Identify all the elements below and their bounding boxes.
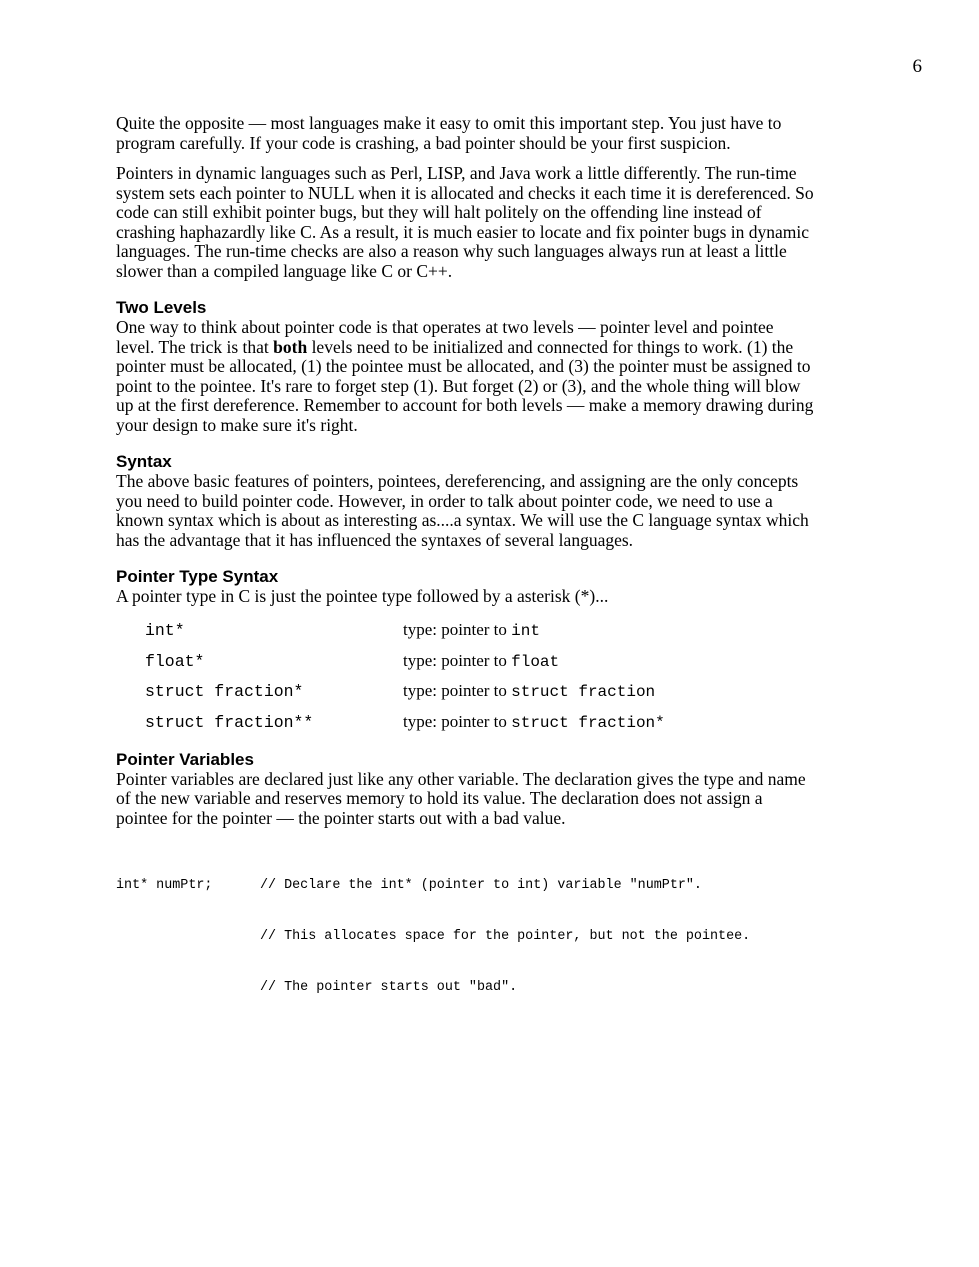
- type-description-prefix: type: pointer to: [403, 681, 512, 700]
- two-levels-text-start: One way to think about pointer code is that operates at two levels — pointer level and pointee level. The trick is that: [116, 317, 774, 357]
- code-declaration: [116, 979, 260, 996]
- paragraph-opposite: Quite the opposite — most languages make it easy to omit this important step. You just have to program carefully. If your code is crashing, a bad pointer should be your first suspicion.: [116, 113, 782, 153]
- heading-pointer-variables: Pointer Variables: [116, 749, 254, 769]
- paragraph-syntax: The above basic features of pointers, pointees, dereferencing, and assigning are the only concepts you need to build pointer code. However, in order to talk about pointer code, we need to use a known syntax which is about as interesting as....a syntax. We will use the C language syntax which has the advantage that it has influenced the syntaxes of several languages.: [116, 471, 809, 550]
- code-comment: // Declare the int* (pointer to int) variable "numPtr".: [260, 878, 702, 893]
- code-declaration: int* numPtr;: [116, 878, 213, 893]
- type-description: [403, 707, 665, 738]
- code-line: [116, 979, 816, 996]
- table-row: [145, 677, 665, 708]
- table-row: [145, 616, 665, 647]
- code-comment: // This allocates space for the pointer, but not the pointee.: [260, 929, 751, 944]
- pointer-type-table: [145, 616, 665, 738]
- code-example: [116, 843, 816, 1030]
- type-description: [403, 646, 665, 677]
- heading-syntax: Syntax: [116, 452, 172, 471]
- type-declaration: float*: [145, 651, 205, 671]
- type-description-target: struct fraction*: [511, 713, 665, 732]
- type-description-target: int: [511, 622, 540, 640]
- type-description: [403, 616, 665, 647]
- table-row: [145, 646, 665, 677]
- code-declaration: [116, 928, 260, 945]
- table-row: [145, 707, 665, 738]
- code-comment: // The pointer starts out "bad".: [260, 980, 518, 995]
- paragraph-dynamic-languages: Pointers in dynamic languages such as Perl, LISP, and Java work a little differently. The run-time system sets each pointer to NULL when it is allocated and checks it each time it is dereferenced. So code can still exhibit pointer bugs, but they will halt politely on the offending line instead of crashing haphazardly like C. As a result, it is much easier to locate and fix pointer bugs in dynamic languages. The run-time checks are also a reason why such languages always run at least a little slower than a compiled language like C or C++.: [116, 163, 814, 281]
- type-description-prefix: type: pointer to: [403, 620, 512, 639]
- two-levels-text-end: levels need to be initialized and connected for things to work. (1) the pointer must be allocated, (1) the pointee must be allocated, and (3) the pointer must be assigned to point to the pointee. It's rare to forget step (1). But forget (2) or (3), and the whole thing will blow up at the first dereference. Remember to account for both levels — make a memory drawing during your design to make sure it's right.: [116, 336, 814, 435]
- paragraph-two-levels: [116, 318, 816, 435]
- type-description-target: struct fraction: [511, 683, 656, 701]
- document-body: [116, 114, 816, 1030]
- paragraph-pointer-type-intro: A pointer type in C is just the pointee type followed by a asterisk (*)...: [116, 586, 609, 606]
- page-number: 6: [912, 56, 922, 77]
- type-declaration: int*: [145, 621, 185, 640]
- type-description-prefix: type: pointer to: [403, 650, 512, 670]
- two-levels-bold-word: both: [273, 336, 308, 357]
- code-line: [116, 877, 816, 894]
- type-declaration: struct fraction*: [145, 682, 304, 701]
- heading-two-levels: Two Levels: [116, 298, 207, 317]
- type-description-prefix: type: pointer to: [403, 711, 512, 731]
- code-line: [116, 928, 816, 945]
- type-description: [403, 677, 665, 708]
- paragraph-pointer-variables: Pointer variables are declared just like any other variable. The declaration gives the type and name of the new variable and reserves memory to hold its value. The declaration does not assign a pointee for the pointer — the pointer starts out with a bad value.: [116, 768, 806, 828]
- type-declaration: struct fraction**: [145, 712, 314, 732]
- type-description-target: float: [511, 652, 560, 671]
- heading-pointer-type-syntax: Pointer Type Syntax: [116, 567, 279, 586]
